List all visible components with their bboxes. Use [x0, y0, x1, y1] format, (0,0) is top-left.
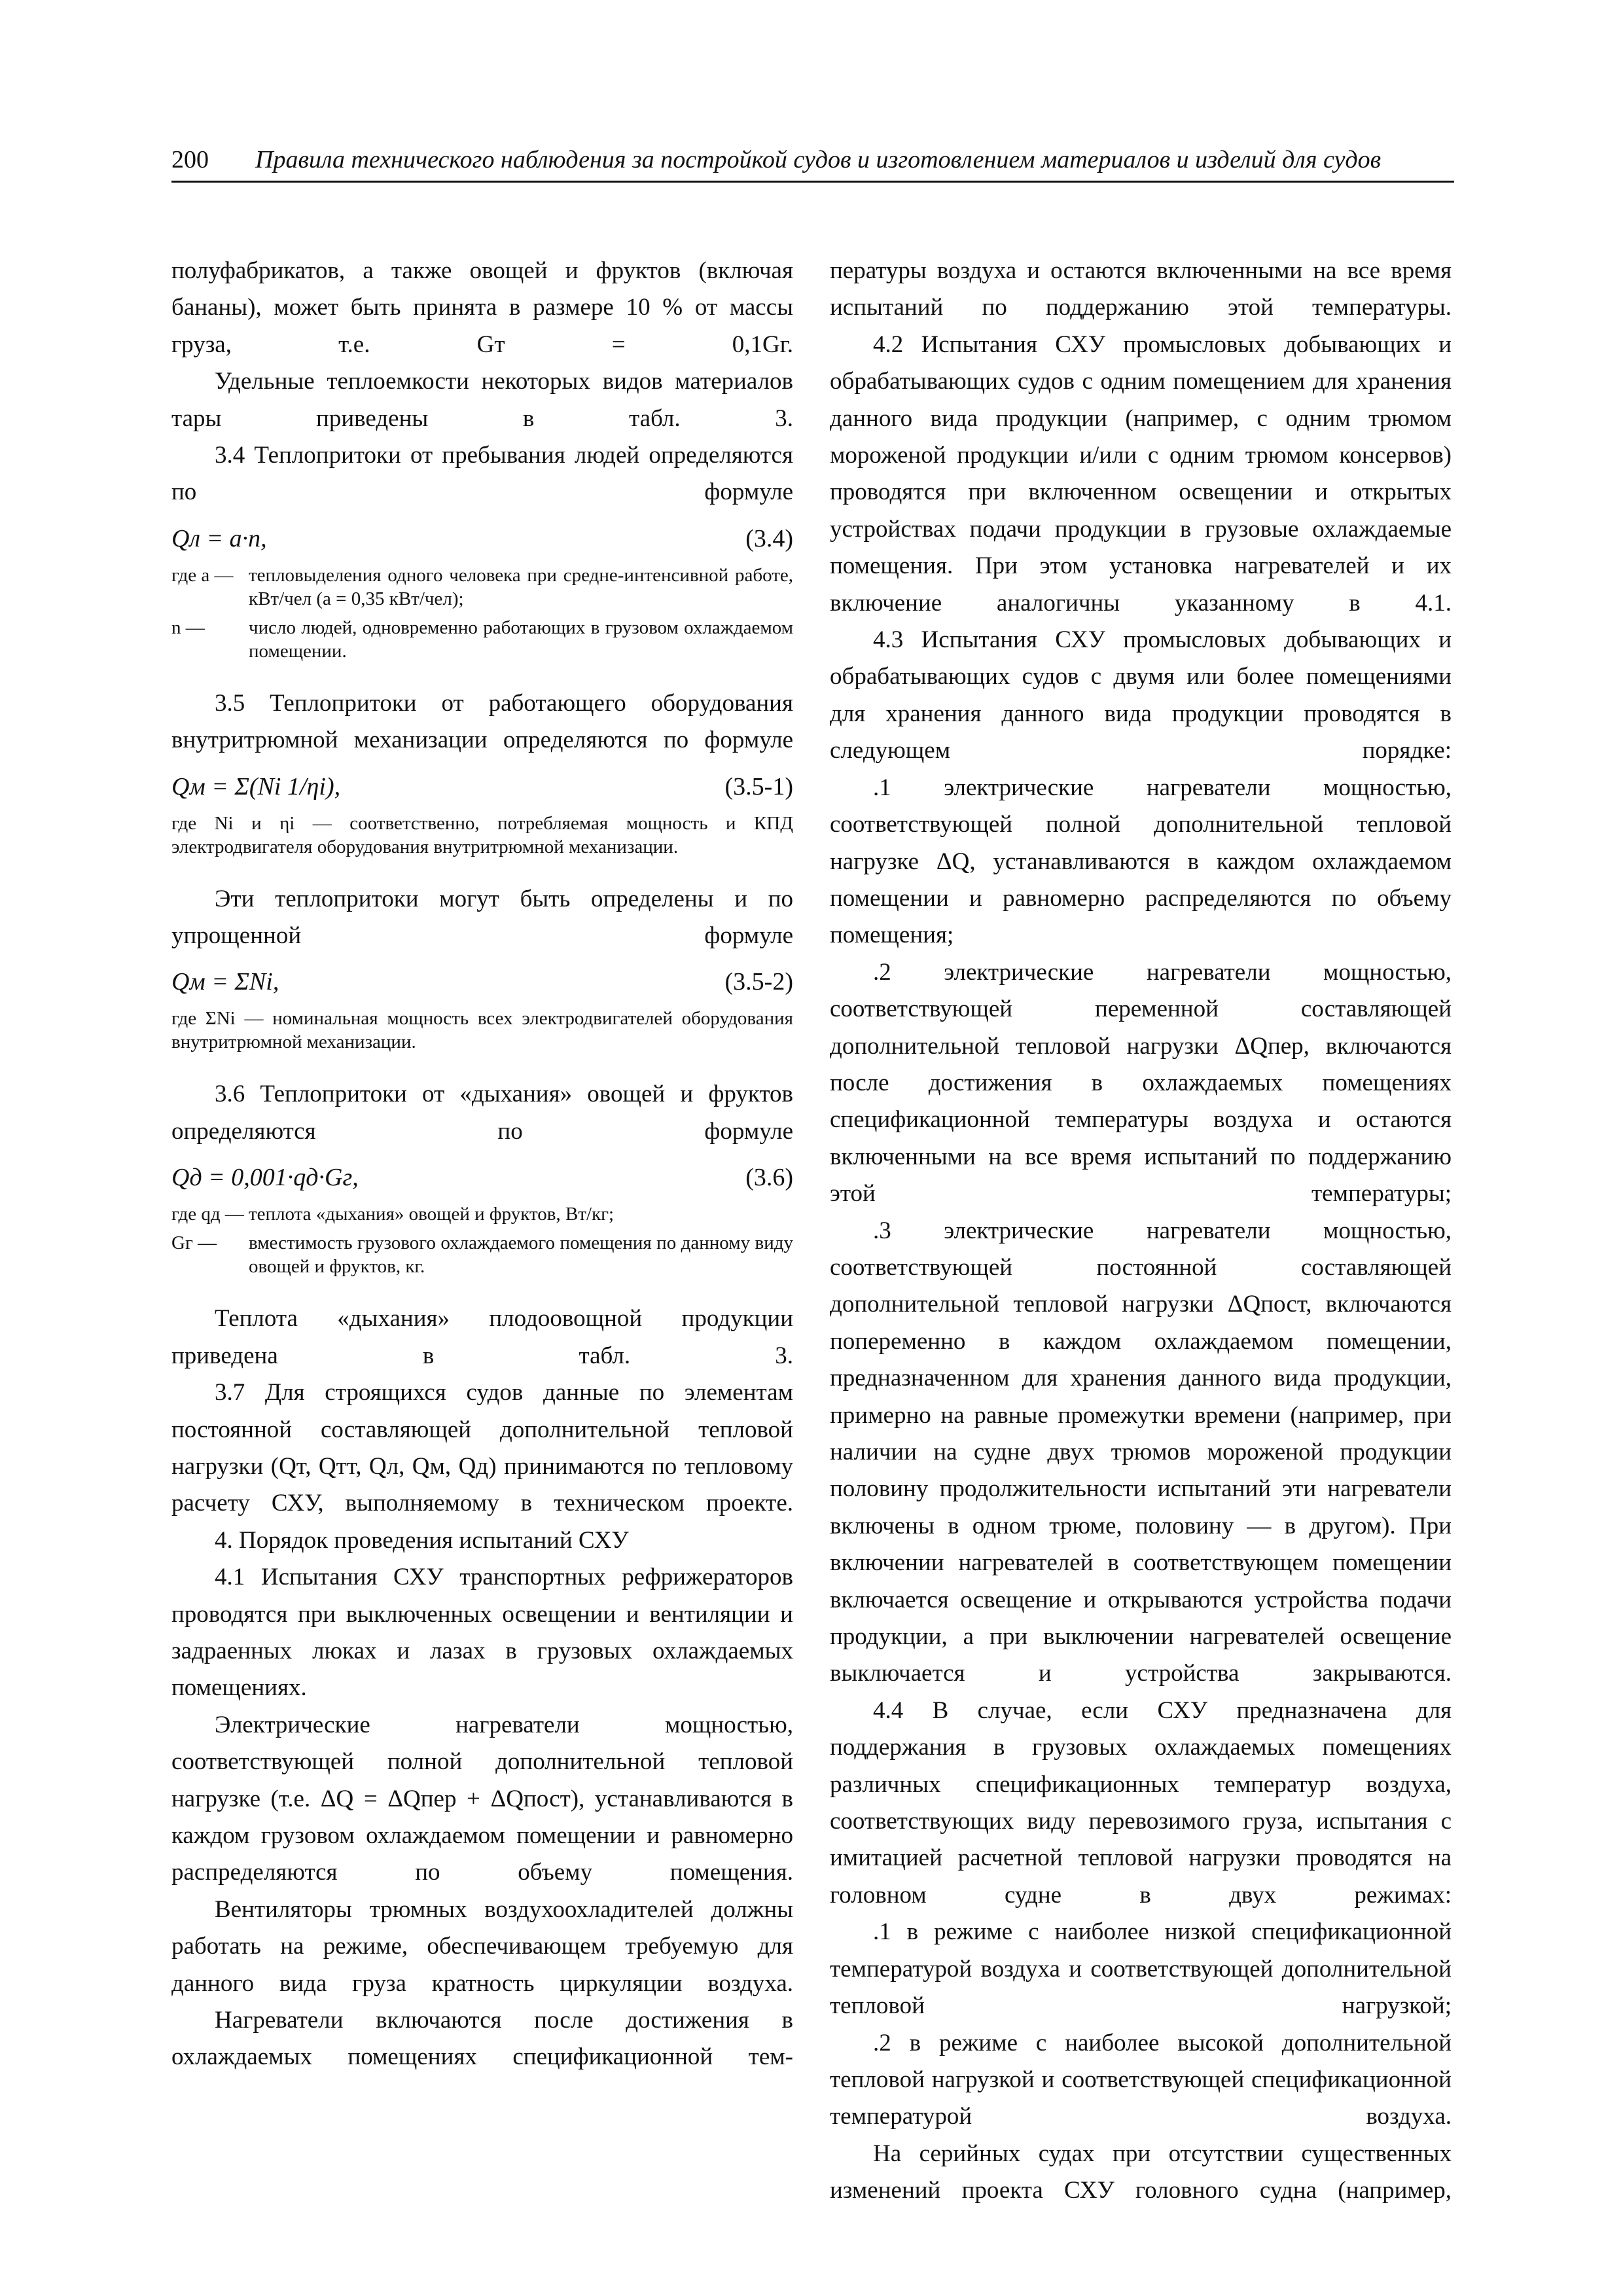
where-item: [171, 1202, 793, 1226]
where-symbol: Gг —: [171, 1232, 217, 1254]
where-definition: число людей, одновременно работающих в грузовом охлаждаемом помещении.: [249, 617, 793, 662]
section-3-4: 3.4 Теплопритоки от пребывания людей определяются по формуле: [171, 442, 793, 506]
paragraph: Вентиляторы трюмных воздухоохладителей должны работать на режиме, обеспечивающем требуемую для данного вида груза кратность циркуляции воздуха.: [171, 1895, 793, 1997]
list-item: .2 в режиме с наиболее высокой дополнительной тепловой нагрузкой и соответствующей спецификационной температурой воздуха.: [830, 2029, 1452, 2130]
page-number: 200: [171, 146, 209, 173]
list-item: .1 в режиме с наиболее низкой спецификационной температурой воздуха и соответствующей дополнительной тепловой нагрузкой;: [830, 1918, 1452, 2020]
formula-3-5-2: [171, 962, 793, 1001]
section-4-3: 4.3 Испытания СХУ промысловых добывающих и обрабатывающих судов с двумя или более помещениями для хранения данного вида продукции проводятся в следующем порядке:: [830, 626, 1452, 764]
list-item: .2 электрические нагреватели мощностью, соответствующей переменной составляющей дополнительной тепловой нагрузки ΔQпер, включаются после достижения в охлаждаемых помещениях спецификационной температуры воздуха и остаются включенными на все время испытаний по поддержанию этой температуры;: [830, 958, 1452, 1208]
section-3-5: 3.5 Теплопритоки от работающего оборудования внутритрюмной механизации определяются по формуле: [171, 689, 793, 754]
where-symbol: n —: [171, 617, 205, 638]
formula-3-6: [171, 1158, 793, 1197]
where-symbol: где qд —: [171, 1204, 244, 1225]
paragraph: пературы воздуха и остаются включенными на все время испытаний по поддержанию этой температуры.: [830, 257, 1452, 321]
page-header: [171, 145, 1454, 182]
paragraph: полуфабрикатов, а также овощей и фруктов (включая бананы), может быть принята в размере 10 % от массы груза, т.е. Gт = 0,1Gг.: [171, 257, 793, 358]
paragraph: Электрические нагреватели мощностью, соответствующей полной дополнительной тепловой нагрузке (т.е. ΔQ = ΔQпер + ΔQпост), устанавливаются в каждом грузовом охлаждаемом помещении и равномерно распределяются по объему помещения.: [171, 1711, 793, 1886]
where-item: [171, 1231, 793, 1278]
formula-number: (3.5-2): [724, 968, 793, 996]
left-column: [171, 253, 793, 2076]
formula-expression: Qд = 0,001·qд·Gг,: [171, 1164, 359, 1192]
section-3-7: 3.7 Для строящихся судов данные по элементам постоянной составляющей дополнительной тепловой нагрузки (Qт, Qтт, Qл, Qм, Qд) принимаются по тепловому расчету СХУ, выполняемому в техническом проекте.: [171, 1379, 793, 1517]
header-rule: [171, 181, 1454, 183]
where-definition: тепловыделения одного человека при средне-интенсивной работе, кВт/чел (a = 0,35 кВт/чел);: [249, 564, 793, 609]
formula-3-5-1: [171, 767, 793, 806]
section-3-6: 3.6 Теплопритоки от «дыхания» овощей и фруктов определяются по формуле: [171, 1081, 793, 1145]
where-item: [171, 616, 793, 663]
section-4-heading: 4. Порядок проведения испытаний СХУ: [215, 1526, 629, 1554]
paragraph: Эти теплопритоки могут быть определены и по упрощенной формуле: [171, 885, 793, 950]
where-item: [171, 564, 793, 611]
paragraph: Нагреватели включаются после достижения в охлаждаемых помещениях спецификационной тем-: [171, 2007, 793, 2071]
formula-3-4: [171, 519, 793, 558]
paragraph: Теплота «дыхания» плодоовощной продукции приведена в табл. 3.: [171, 1305, 793, 1369]
formula-number: (3.4): [745, 524, 793, 552]
formula-expression: Qм = Σ(Ni 1/ηi),: [171, 772, 341, 800]
where-definition: вместимость грузового охлаждаемого помещения по данному виду овощей и фруктов, кг.: [249, 1232, 793, 1278]
list-item: .3 электрические нагреватели мощностью, соответствующей постоянной составляющей дополнительной тепловой нагрузки ΔQпост, включаются попеременно в каждом охлаждаемом помещении, предназначенном для хранения данного вида продукции, примерно на равные промежутки времени (например, при наличии на судне двух трюмов мороженой продукции половину продолжительности испытаний эти нагреватели включены в одном трюме, половину — в другом). При включении нагревателей в соответствующем помещении включается освещение и открываются устройства подачи продукции, а при выключении нагревателей освещение выключается и устройства закрываются.: [830, 1217, 1452, 1687]
formula-expression: Qм = ΣNi,: [171, 968, 279, 996]
right-column: [830, 253, 1452, 2210]
where-definition: теплота «дыхания» овощей и фруктов, Вт/кг;: [249, 1204, 615, 1225]
section-4-4: 4.4 В случае, если СХУ предназначена для поддержания в грузовых охлаждаемых помещениях различных спецификационных температур воздуха, соответствующих виду перевозимого груза, испытания с имитацией расчетной тепловой нагрузки проводятся на головном судне в двух режимах:: [830, 1696, 1452, 1909]
formula-expression: Qл = a·n,: [171, 524, 267, 552]
paragraph: Удельные теплоемкости некоторых видов материалов тары приведены в табл. 3.: [171, 368, 793, 432]
where-note: где Ni и ηi — соответственно, потребляемая мощность и КПД электродвигателя оборудования внутритрюмной механизации.: [171, 812, 793, 857]
paragraph: На серийных судах при отсутствии существенных изменений проекта СХУ головного судна (например,: [830, 2140, 1452, 2204]
list-item: .1 электрические нагреватели мощностью, соответствующей полной дополнительной тепловой нагрузке ΔQ, устанавливаются в каждом охлаждаемом помещении и равномерно распределяются по объему помещения;: [830, 774, 1452, 949]
where-note: где ΣNi — номинальная мощность всех электродвигателей оборудования внутритрюмной механизации.: [171, 1008, 793, 1053]
formula-number: (3.5-1): [724, 772, 793, 800]
formula-number: (3.6): [745, 1164, 793, 1192]
section-4-1: 4.1 Испытания СХУ транспортных рефрижераторов проводятся при выключенных освещении и вентиляции и задраенных люках и лазах в грузовых охлаждаемых помещениях.: [171, 1564, 793, 1702]
where-symbol: где a —: [171, 564, 234, 586]
section-4-2: 4.2 Испытания СХУ промысловых добывающих и обрабатывающих судов с одним помещением для хранения данного вида продукции (например, с одним трюмом мороженой продукции и/или с одним трюмом консервов) проводятся при включенном освещении и открытых устройствах подачи продукции в грузовые охлаждаемые помещения. При этом установка нагревателей и их включение аналогичны указанному в 4.1.: [830, 331, 1452, 617]
running-title: Правила технического наблюдения за постройкой судов и изготовлением материалов и изделий для судов: [255, 146, 1382, 173]
